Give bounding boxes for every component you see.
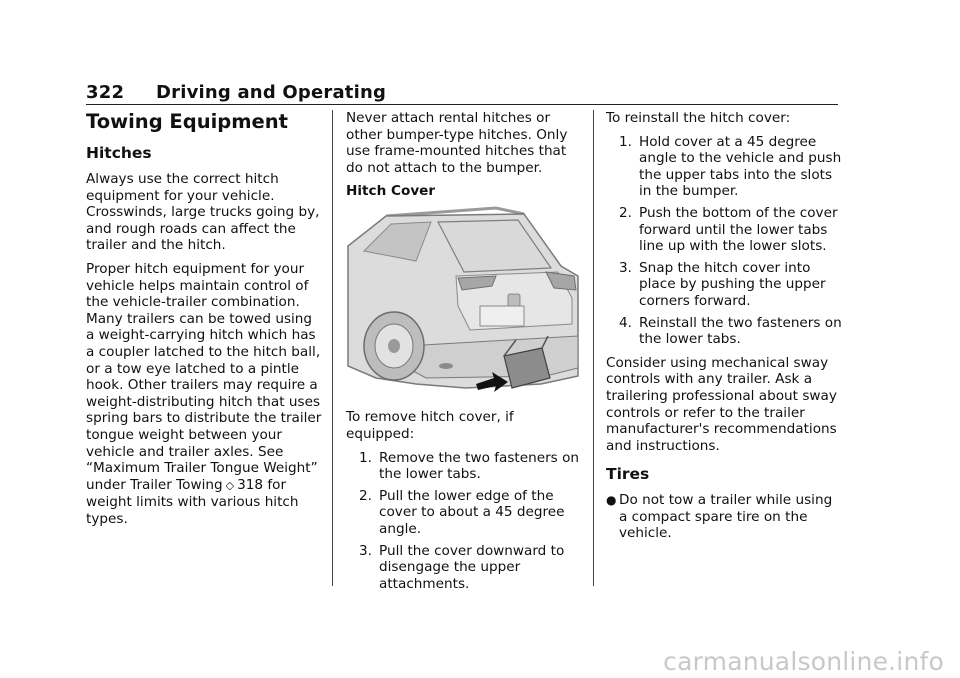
sway-controls-paragraph: Consider using mechanical sway controls with any trailer. Ask a trailering professional about sway controls or refer to the trailer manufacturer's recommendations and instructions. [606,354,837,454]
proper-hitch-text: Proper hitch equipment for your vehicle helps maintain control of the vehicle-trailer combination. Many trailers can be towed using a weight-carrying hitch which has a coupler latched to the hitch ball, or a tow eye latched to a pintle hook. Other trailers may require a weight-distributing hitch that uses spring bars to distribute the trailer tongue weight between your vehicle and trailer axles. See “Maximum Trailer Tongue Weight” under Trailer Towing [86,260,322,493]
page-title: Towing Equipment [86,110,288,133]
hitches-heading: Hitches [86,144,152,162]
rental-hitch-warning: Never attach rental hitches or other bumper-type hitches. Only use frame-mounted hitches that do not attach to the bumper. [346,110,568,176]
step-number: 1. [619,133,632,150]
list-item [346,543,582,593]
list-item [606,205,842,255]
step-number: 4. [619,314,632,331]
bullet-icon: ● [606,493,617,508]
column-divider-1 [332,110,333,586]
list-item [606,315,842,348]
column-2 [346,110,582,599]
step-number: 1. [359,449,372,466]
trailer-towing-page-link[interactable]: 318 [237,476,264,493]
page-header [86,80,838,105]
proper-hitch-paragraph [86,261,324,528]
step-text: Hold cover at a 45 degree angle to the vehicle and push the upper tabs into the slots in the bumper. [639,133,842,200]
step-text: Remove the two fasteners on the lower tabs. [379,449,579,483]
reinstall-cover-steps [606,134,842,348]
watermark: carmanualsonline.info [663,647,944,676]
hitch-cover-heading: Hitch Cover [346,183,436,200]
step-text: Snap the hitch cover into place by pushing the upper corners forward. [639,259,826,309]
list-item [606,260,842,310]
tires-heading: Tires [606,465,650,484]
list-item [606,134,842,200]
step-text: Pull the cover downward to disengage the upper attachments. [379,542,565,592]
step-number: 2. [359,487,372,504]
step-text: Reinstall the two fasteners on the lower tabs. [639,314,842,348]
tires-bullets [606,492,842,542]
list-item [606,492,842,542]
column-3 [606,110,842,542]
step-text: Pull the lower edge of the cover to about a 45 degree angle. [379,487,565,537]
vehicle-rear-hitch-cover-illustration [346,206,580,398]
bullet-text: Do not tow a trailer while using a compact spare tire on the vehicle. [619,492,833,542]
list-item [346,450,582,483]
step-number: 3. [619,259,632,276]
remove-cover-steps [346,450,582,593]
reinstall-cover-intro: To reinstall the hitch cover: [606,110,791,126]
column-1 [86,110,324,534]
page-ref-icon: ◇ [225,478,235,492]
step-number: 3. [359,542,372,559]
hitch-equipment-paragraph: Always use the correct hitch equipment for your vehicle. Crosswinds, large trucks going by, and rough roads can affect the trailer and the hitch. [86,171,320,254]
step-text: Push the bottom of the cover forward until the lower tabs line up with the lower slots. [639,204,838,255]
column-divider-2 [593,110,594,586]
list-item [346,488,582,538]
proper-hitch-tail: for weight limits with various hitch types. [86,476,299,527]
section-title: Driving and Operating [156,82,387,103]
remove-cover-intro: To remove hitch cover, if equipped: [346,409,514,442]
step-number: 2. [619,204,632,221]
page-number: 322 [86,82,125,103]
